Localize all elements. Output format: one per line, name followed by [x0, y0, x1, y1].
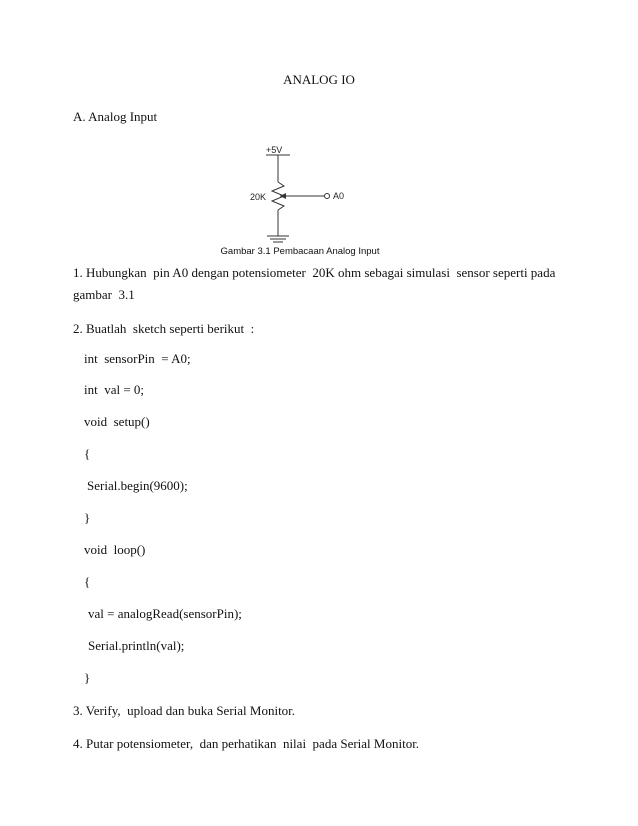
step-4: 4. Putar potensiometer, dan perhatikan nilai pada Serial Monitor. [73, 736, 420, 751]
figure-caption: Gambar 3.1 Pembacaan Analog Input [220, 246, 380, 257]
section-heading: A. Analog Input [73, 109, 158, 124]
step-1-line-2: gambar 3.1 [73, 287, 135, 302]
resistor-label: 20K [250, 192, 267, 202]
code-line: int sensorPin = A0; [84, 351, 191, 366]
page-title: ANALOG IO [283, 72, 355, 87]
code-line: val = analogRead(sensorPin); [88, 606, 242, 621]
code-line: Serial.begin(9600); [87, 478, 188, 493]
code-line: Serial.println(val); [88, 638, 185, 653]
code-line: { [84, 446, 91, 461]
code-line: int val = 0; [84, 382, 145, 397]
circuit-diagram [200, 140, 400, 260]
output-terminal [325, 194, 330, 199]
code-line: } [84, 670, 91, 685]
code-line: { [84, 574, 91, 589]
step-3: 3. Verify, upload dan buka Serial Monitor. [73, 703, 296, 718]
step-2: 2. Buatlah sketch seperti berikut : [73, 321, 255, 336]
code-line: void setup() [84, 414, 150, 429]
vcc-label: +5V [266, 145, 283, 155]
wiper-arrow [280, 193, 286, 199]
code-line: } [84, 510, 91, 525]
output-label: A0 [333, 191, 345, 201]
step-1-line-1: 1. Hubungkan pin A0 dengan potensiometer 20K ohm sebagai simulasi sensor seperti pada [73, 265, 556, 280]
code-line: void loop() [84, 542, 146, 557]
